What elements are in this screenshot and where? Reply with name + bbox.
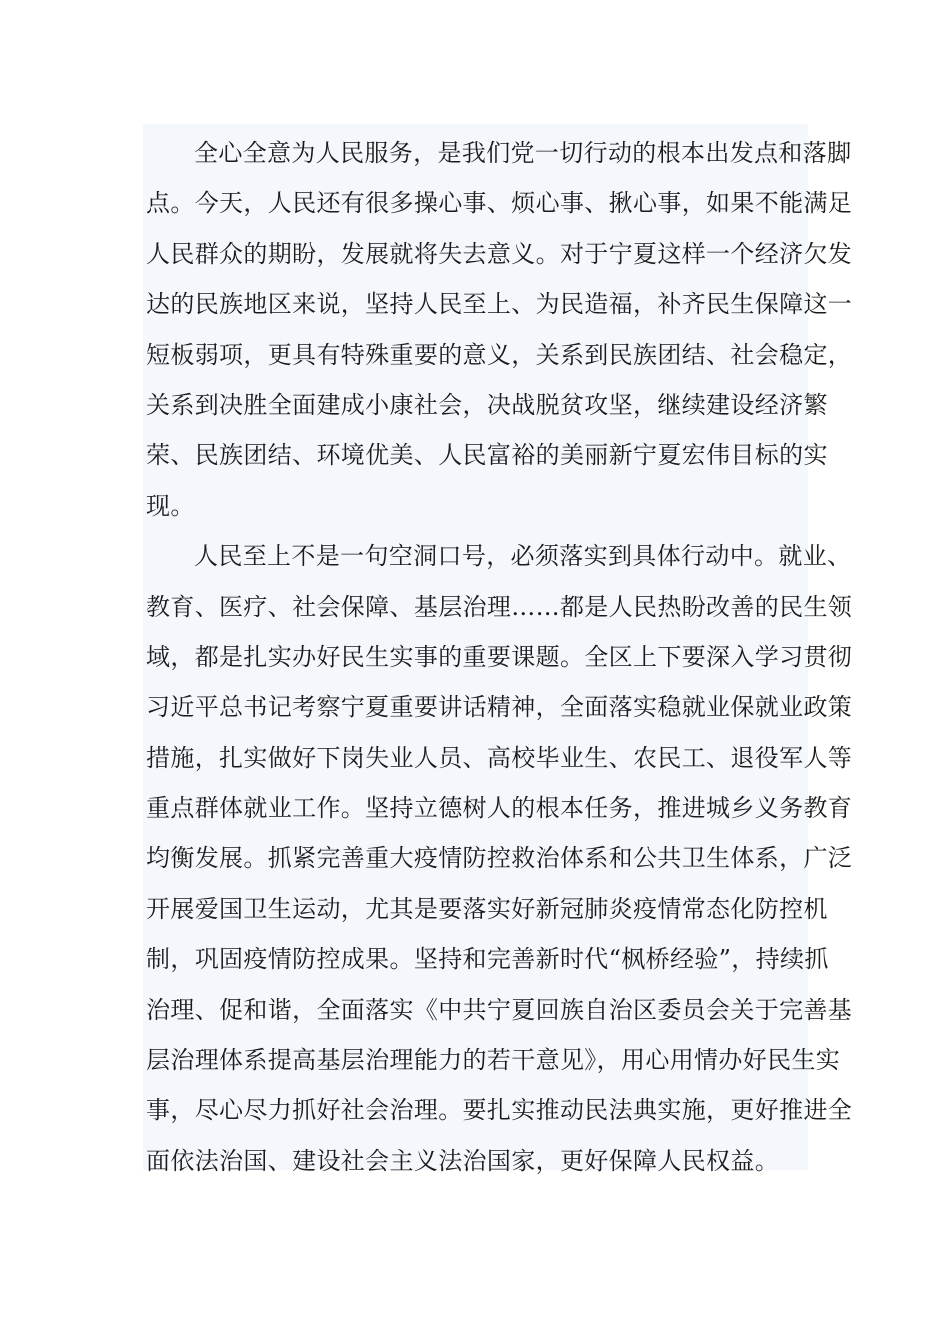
- paragraph-line: 制，巩固疫情防控成果。坚持和完善新时代“枫桥经验”，持续抓: [146, 945, 829, 974]
- paragraph-line: 均衡发展。抓紧完善重大疫情防控救治体系和公共卫生体系，广泛: [146, 844, 853, 873]
- paragraph-2: [146, 531, 853, 1186]
- paragraph-line: 现。: [146, 491, 195, 520]
- paragraph-line: 人民群众的期盼，发展就将失去意义。对于宁夏这样一个经济欠发: [146, 239, 853, 268]
- paragraph-line: 治理、促和谐，全面落实《中共宁夏回族自治区委员会关于完善基: [146, 995, 853, 1024]
- paragraph-line: 教育、医疗、社会保障、基层治理……都是人民热盼改善的民生领: [146, 592, 853, 621]
- document-text-block: [143, 124, 853, 1175]
- paragraph-line: 开展爱国卫生运动，尤其是要落实好新冠肺炎疫情常态化防控机: [146, 894, 828, 923]
- paragraph-line: 关系到决胜全面建成小康社会，决战脱贫攻坚，继续建设经济繁: [146, 390, 828, 419]
- paragraph-line: 域，都是扎实办好民生实事的重要课题。全区上下要深入学习贯彻: [146, 642, 853, 671]
- paragraph-line: 人民至上不是一句空洞口号，必须落实到具体行动中。就业、: [194, 542, 852, 571]
- paragraph-line: 达的民族地区来说，坚持人民至上、为民造福，补齐民生保障这一: [146, 290, 853, 319]
- paragraph-line: 荣、民族团结、环境优美、人民富裕的美丽新宁夏宏伟目标的实: [146, 441, 828, 470]
- paragraph-line: 重点群体就业工作。坚持立德树人的根本任务，推进城乡义务教育: [146, 794, 853, 823]
- paragraph-line: 措施，扎实做好下岗失业人员、高校毕业生、农民工、退役军人等: [146, 743, 853, 772]
- paragraph-line: 层治理体系提高基层治理能力的若干意见》，用心用情办好民生实: [146, 1046, 841, 1075]
- paragraph-line: 全心全意为人民服务，是我们党一切行动的根本出发点和落脚: [194, 139, 852, 167]
- paragraph-line: 短板弱项，更具有特殊重要的意义，关系到民族团结、社会稳定，: [146, 340, 853, 369]
- paragraph-line: 面依法治国、建设社会主义法治国家，更好保障人民权益。: [146, 1146, 780, 1175]
- paragraph-line: 习近平总书记考察宁夏重要讲话精神，全面落实稳就业保就业政策: [146, 693, 853, 722]
- paragraph-line: 点。今天，人民还有很多操心事、烦心事、揪心事，如果不能满足: [146, 189, 853, 218]
- paragraph-1: [146, 128, 853, 531]
- paragraph-line: 事，尽心尽力抓好社会治理。要扎实推动民法典实施，更好推进全: [146, 1096, 853, 1125]
